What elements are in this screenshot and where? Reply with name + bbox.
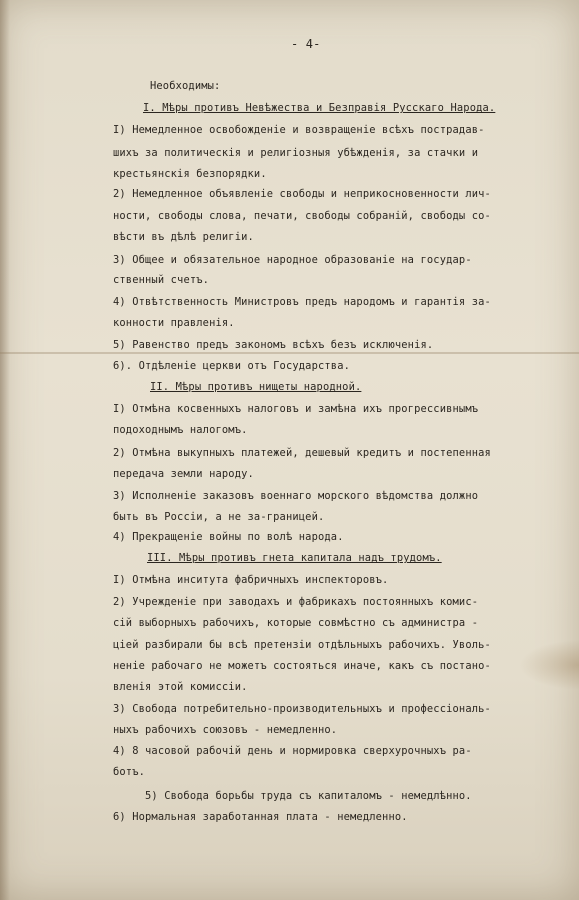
paper-edge-shadow bbox=[0, 0, 10, 900]
section-3-item-4-line-1: 4) 8 часовой рабочій день и нормировка сверхурочныхъ ра- bbox=[113, 745, 472, 757]
section-2-item-2-line-2: передача земли народу. bbox=[113, 468, 254, 480]
section-3-item-2-line-1: 2) Учрежденіе при заводахъ и фабрикахъ постоянныхъ комис- bbox=[113, 596, 479, 608]
section-2-item-3-line-1: 3) Исполненіе заказовъ военнаго морского вѣдомства должно bbox=[113, 490, 479, 502]
section-1-item-2-line-1: 2) Немедленное объявленіе свободы и неприкосновенности лич- bbox=[113, 188, 491, 200]
section-1-item-1-line-3: крестьянскія безпорядки. bbox=[113, 168, 267, 180]
section-3-item-3-line-1: 3) Свобода потребительно-производительныхъ и профессіональ- bbox=[113, 703, 491, 715]
section-1-item-4-line-2: конности правленія. bbox=[113, 317, 235, 329]
section-3-item-2-line-4: неніе рабочаго не можетъ состояться иначе, какъ съ постано- bbox=[113, 660, 491, 672]
section-3-item-3-line-2: ныхъ рабочихъ союзовъ - немедленно. bbox=[113, 724, 338, 736]
section-1-item-1-line-2: шихъ за политическія и религіозныя убѣжденія, за стачки и bbox=[113, 147, 479, 159]
paper-stain bbox=[519, 640, 579, 690]
section-1-item-3-line-1: 3) Общее и обязательное народное образованіе на государ- bbox=[113, 254, 472, 266]
section-2-item-3-line-2: быть въ Россіи, а не за-границей. bbox=[113, 511, 325, 523]
section-2-title: II. Мѣры противъ нищеты народной. bbox=[150, 381, 362, 393]
section-3-title: III. Мѣры противъ гнета капитала надъ трудомъ. bbox=[147, 552, 442, 564]
section-3-item-4-line-2: ботъ. bbox=[113, 766, 146, 778]
section-1-item-6: 6). Отдѣленіе церкви отъ Государства. bbox=[113, 360, 351, 372]
section-3-item-2-line-2: сій выборныхъ рабочихъ, которые совмѣстно съ администра - bbox=[113, 617, 479, 629]
section-2-item-2-line-1: 2) Отмѣна выкупныхъ платежей, дешевый кредитъ и постепенная bbox=[113, 447, 491, 459]
section-3-item-6: 6) Нормальная заработанная плата - немедленно. bbox=[113, 811, 408, 823]
section-1-item-2-line-2: ности, свободы слова, печати, свободы собраній, свободы со- bbox=[113, 210, 491, 222]
section-1-item-1-line-1: I) Немедленное освобожденіе и возвращеніе всѣхъ пострадав- bbox=[113, 124, 485, 136]
section-1-item-2-line-3: вѣсти въ дѣлѣ религіи. bbox=[113, 231, 254, 243]
page-number: - 4- bbox=[291, 37, 321, 51]
section-2-item-4: 4) Прекращеніе войны по волѣ народа. bbox=[113, 531, 344, 543]
section-3-item-2-line-5: вленія этой комиссіи. bbox=[113, 681, 248, 693]
paper-fold-line bbox=[0, 352, 579, 354]
section-1-title: I. Мѣры противъ Невѣжества и Безправія Русскаго Народа. bbox=[143, 102, 496, 114]
section-1-item-4-line-1: 4) Отвѣтственность Министровъ предъ народомъ и гарантія за- bbox=[113, 296, 491, 308]
intro-label: Необходимы: bbox=[150, 80, 221, 92]
section-2-item-1-line-1: I) Отмѣна косвенныхъ налоговъ и замѣна ихъ прогрессивнымъ bbox=[113, 403, 479, 415]
section-3-item-1: I) Отмѣна инситута фабричныхъ инспекторовъ. bbox=[113, 574, 389, 586]
section-2-item-1-line-2: подоходнымъ налогомъ. bbox=[113, 424, 248, 436]
section-3-item-5: 5) Свобода борьбы труда съ капиталомъ - немедлѣнно. bbox=[145, 790, 472, 802]
section-3-item-2-line-3: ціей разбирали бы всѣ претензіи отдѣльныхъ рабочихъ. Уволь- bbox=[113, 639, 491, 651]
section-1-item-5: 5) Равенство предъ закономъ всѣхъ безъ исключенія. bbox=[113, 339, 434, 351]
section-1-item-3-line-2: ственный счетъ. bbox=[113, 274, 210, 286]
